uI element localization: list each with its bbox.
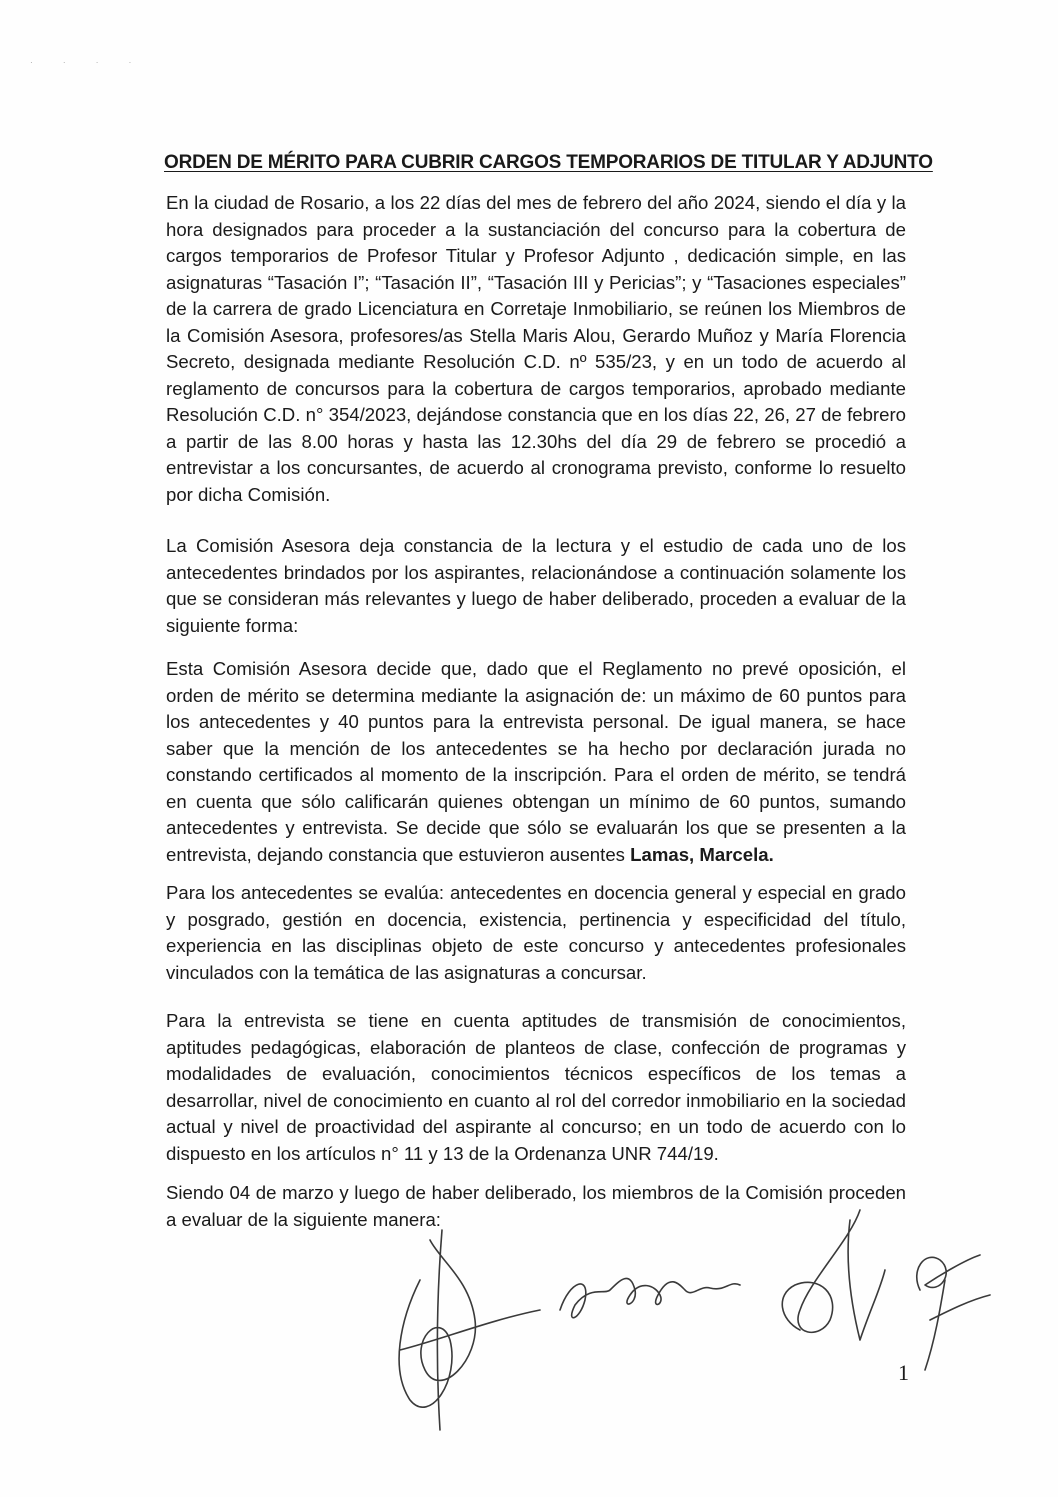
paragraph-interview-evaluation: Para la entrevista se tiene en cuenta aptitudes de transmisión de conocimientos, aptitudes pedagógicas, elaboración de planteos de clase, confección de programas y modalidades de evaluación, conocimientos técnicos específicos de los temas a desarrollar, nivel de conocimiento en cuanto al rol del corredor inmobiliario en la sociedad actual y nivel de proactividad del aspirante al concurso; en un todo de acuerdo con lo dispuesto en los artículos n° 11 y 13 de la Ordenanza UNR 744/19. xyxy=(166,1010,906,1164)
signature-1 xyxy=(399,1230,540,1430)
document-title: ORDEN DE MÉRITO PARA CUBRIR CARGOS TEMPORARIOS DE TITULAR Y ADJUNTO xyxy=(164,152,933,173)
scan-artifact: · · · · xyxy=(30,58,146,67)
paragraph-commission-record: La Comisión Asesora deja constancia de la lectura y el estudio de cada uno de los antecedentes brindados por los aspirantes, relacionándose a continuación solamente los que se consideran más relevantes y luego de haber deliberado, proceden a evaluar de la siguiente forma: xyxy=(166,535,906,636)
signature-4 xyxy=(917,1255,990,1370)
signature-2 xyxy=(560,1278,740,1317)
signature-3 xyxy=(782,1210,885,1340)
paragraph-intro: En la ciudad de Rosario, a los 22 días del mes de febrero del año 2024, siendo el día y la hora designados para proceder a la sustanciación del concurso para la cobertura de cargos temporarios de Profesor Titular y Profesor Adjunto , dedicación simple, en las asignaturas “Tasación I”; “Tasación II”, “Tasación III y Pericias”; y “Tasaciones especiales” de la carrera de grado Licenciatura en Corretaje Inmobiliario, se reúnen los Miembros de la Comisión Asesora, profesores/as Stella Maris Alou, Gerardo Muñoz y María Florencia Secreto, designada mediante Resolución C.D. nº 535/23, y en un todo de acuerdo al reglamento de concursos para la cobertura de cargos temporarios, aprobado mediante Resolución C.D. n° 354/2023, dejándose constancia que en los días 22, 26, 27 de febrero a partir de las 8.00 horas y hasta las 12.30hs del día 29 de febrero se procedió a entrevistar a los concursantes, de acuerdo al cronograma previsto, conforme lo resuelto por dicha Comisión. xyxy=(166,192,906,505)
paragraph-evaluation-date: Siendo 04 de marzo y luego de haber deliberado, los miembros de la Comisión proceden a evaluar de la siguiente manera: xyxy=(166,1182,906,1230)
handwritten-signatures xyxy=(380,1200,1000,1440)
scoring-criteria-text: Esta Comisión Asesora decide que, dado que el Reglamento no prevé oposición, el orden de mérito se determina mediante la asignación de: un máximo de 60 puntos para los antecedentes y 40 puntos para la entrevista personal. De igual manera, se hace saber que la mención de los antecedentes se ha hecho por declaración jurada no constando certificados al momento de la inscripción. Para el orden de mérito, se tendrá en cuenta que sólo calificarán quienes obtengan un mínimo de 60 puntos, sumando antecedentes y entrevista. Se decide que sólo se evaluarán los que se presenten a la entrevista, dejando constancia que estuvieron ausentes xyxy=(166,658,906,865)
paragraph-background-evaluation: Para los antecedentes se evalúa: antecedentes en docencia general y especial en grado y posgrado, gestión en docencia, existencia, pertinencia y especificidad del título, experiencia en las disciplinas objeto de este concurso y antecedentes profesionales vinculados con la temática de las asignaturas a concursar. xyxy=(166,882,906,983)
page-number: 1 xyxy=(898,1360,909,1385)
absent-candidate-name: Lamas, Marcela. xyxy=(630,843,774,865)
paragraph-scoring-criteria xyxy=(166,656,906,868)
